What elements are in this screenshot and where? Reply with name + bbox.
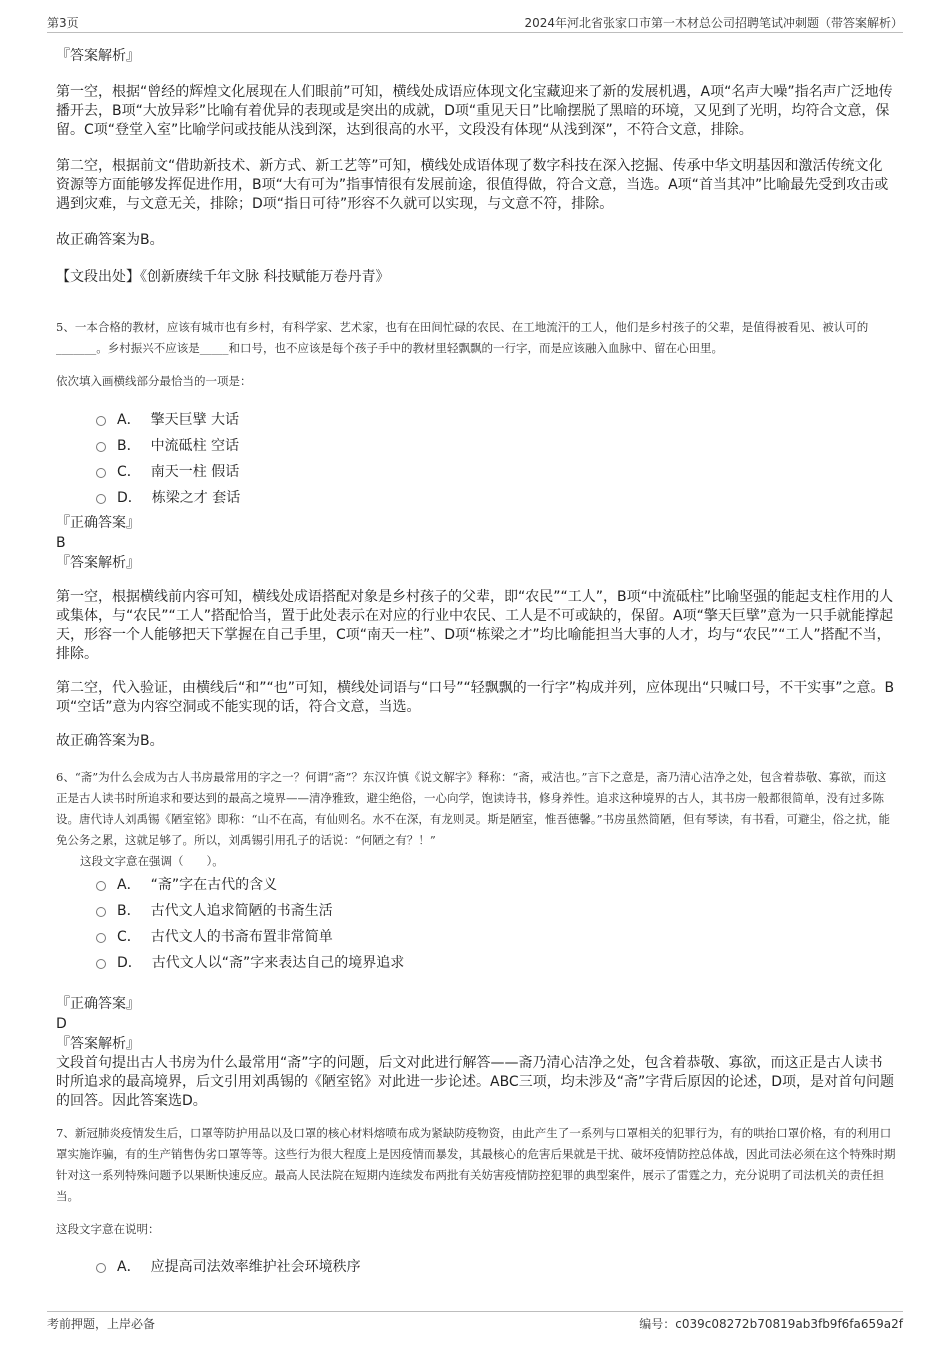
- q6-analysis: 文段首句提出古人书房为什么最常用“斋”字的问题，后文对此进行解答——斋乃清心洁净之处，包含着恭敬、寡欲，而这正是古人读书时所追求的最高境界，后文引用刘禹锡的《陋室铭》对此进一步论述。ABC三项，均未涉及“斋”字背后原因的论述，D项，是对首句问题的回答。因此答案选D。: [56, 1055, 894, 1109]
- q4-analysis-p2: 第二空，根据前文“借助新技术、新方式、新工艺等”可知，横线处成语体现了数字科技在深入挖掘、传承中华文明基因和激活传统文化资源等方面能够发挥促进作用，B项“大有可为”指事情很有发展前途，很值得做，符合文意，当选。A项“首当其冲”比喻最先受到攻击或遇到灾难，与文意无关，排除；D项“指日可待”形容不久就可以实现，与文意不符，排除。: [56, 158, 889, 212]
- footer-doc-id: 编号：c039c08272b70819ab3fb9f6fa659a2f: [639, 1317, 903, 1331]
- q4-analysis-p1: 第一空，根据“曾经的辉煌文化展现在人们眼前”可知，横线处成语应体现文化宝藏迎来了新的发展机遇，A项“名声大噪”指名声广泛地传播开去，B项“大放异彩”比喻有着优异的表现或是突出的成就，D项“重见天日”比喻摆脱了黑暗的环境，又见到了光明，均符合文意，保留。C项“登堂入室”比喻学问或技能从浅到深，达到很高的水平，文段没有体现“从浅到深”，不符合文意，排除。: [56, 84, 893, 138]
- q7-stem: 7、新冠肺炎疫情发生后，口罩等防护用品以及口罩的核心材料熔喷布成为紧缺防疫物资，由此产生了一系列与口罩相关的犯罪行为，有的哄抬口罩价格，有的利用口罩实施诈骗，有的生产销售伪劣口罩等等。这些行为很大程度上是因疫情而暴发，其最核心的危害后果就是干扰、破坏疫情防控总体战，因此司法必须在这个特殊时期针对这一系列特殊问题予以果断快速反应。最高人民法院在短期内连续发布两批有关妨害疫情防控犯罪的典型案件，展示了雷霆之力，充分说明了司法机关的责任担当。: [56, 1126, 896, 1203]
- q5-options: [56, 407, 896, 511]
- q6-analysis-label: 『答案解析』: [56, 1036, 140, 1052]
- q6-answer: D: [56, 1016, 67, 1032]
- radio-icon[interactable]: [96, 442, 106, 452]
- radio-icon[interactable]: [96, 933, 106, 943]
- radio-icon[interactable]: [96, 881, 106, 891]
- q5-option-a[interactable]: A． 擎天巨擘 大话: [56, 407, 896, 433]
- radio-icon[interactable]: [96, 494, 106, 504]
- q5-analysis-label: 『答案解析』: [56, 555, 140, 571]
- q5-stem: 5、一本合格的教材，应该有城市也有乡村，有科学家、艺术家，也有在田间忙碌的农民、在工地流汗的工人，他们是乡村孩子的父辈，是值得被看见、被认可的_______。乡村振兴不应该是_____和口号，也不应该是每个孩子手中的教材里轻飘飘的一行字，而是应该融入血脉中、留在心田里。: [56, 320, 869, 355]
- q5-option-c[interactable]: C． 南天一柱 假话: [56, 459, 896, 485]
- radio-icon[interactable]: [96, 959, 106, 969]
- q5-prompt: 依次填入画横线部分最恰当的一项是：: [56, 374, 252, 388]
- q6-options: [56, 872, 896, 976]
- q5-option-b[interactable]: B． 中流砥柱 空话: [56, 433, 896, 459]
- page-content: [56, 44, 896, 1280]
- footer-slogan: 考前押题，上岸必备: [47, 1317, 156, 1331]
- q6-option-b[interactable]: B． 古代文人追求简陋的书斋生活: [56, 898, 896, 924]
- q5-analysis-p2: 第二空，代入验证，由横线后“和”“也”可知，横线处词语与“口号”“轻飘飘的一行字”构成并列，应体现出“只喊口号，不干实事”之意。B项“空话”意为内容空洞或不能实现的话，符合文意，当选。: [56, 680, 895, 715]
- q4-conclusion: 故正确答案为B。: [56, 232, 164, 248]
- q5-option-d[interactable]: D． 栋梁之才 套话: [56, 485, 896, 511]
- q6-prompt: 这段文字意在强调（ ）。: [80, 854, 224, 868]
- q7-options: [56, 1254, 896, 1280]
- page-footer: [47, 1311, 903, 1334]
- q5-conclusion: 故正确答案为B。: [56, 733, 164, 749]
- q4-analysis-label: 『答案解析』: [56, 48, 140, 64]
- radio-icon[interactable]: [96, 907, 106, 917]
- q5-answer-label: 『正确答案』: [56, 515, 140, 531]
- q6-stem: 6、“斋”为什么会成为古人书房最常用的字之一？何谓“斋”？东汉许慎《说文解字》释称：“斋，戒洁也。”言下之意是，斋乃清心洁净之处，包含着恭敬、寡欲，而这正是古人读书时所追求和要达到的最高之境界——清净雅致，避尘绝俗，一心向学，饱读诗书，修身养性。追求这种境界的古人，其书房一般都很简单，没有过多陈设。唐代诗人刘禹锡《陋室铭》即称：“山不在高，有仙则名。水不在深，有龙则灵。斯是陋室，惟吾德馨。”书房虽然简陋，但有琴读，有书看，可避尘，俗之扰，能免公务之累，这就足够了。所以，刘禹锡引用孔子的话说：“何陋之有？！”: [56, 770, 890, 847]
- q6-option-d[interactable]: D． 古代文人以“斋”字来表达自己的境界追求: [56, 950, 896, 976]
- radio-icon[interactable]: [96, 416, 106, 426]
- q5-analysis-p1: 第一空，根据横线前内容可知，横线处成语搭配对象是乡村孩子的父辈，即“农民”“工人”，B项“中流砥柱”比喻坚强的能起支柱作用的人或集体，与“农民”“工人”搭配恰当，置于此处表示在对应的行业中农民、工人是不可或缺的，保留。A项“擎天巨擘”意为一只手就能撑起天，形容一个人能够把天下掌握在自己手里，C项“南天一柱”、D项“栋梁之才”均比喻能担当大事的人才，均与“农民”“工人”搭配不当，排除。: [56, 589, 894, 662]
- q6-option-c[interactable]: C． 古代文人的书斋布置非常简单: [56, 924, 896, 950]
- q6-answer-label: 『正确答案』: [56, 996, 140, 1012]
- page-header: [47, 14, 903, 33]
- q5-answer: B: [56, 535, 66, 551]
- radio-icon[interactable]: [96, 468, 106, 478]
- q4-source: 【文段出处】《创新赓续千年文脉 科技赋能万卷丹青》: [56, 269, 390, 285]
- q7-option-a[interactable]: A． 应提高司法效率维护社会环境秩序: [56, 1254, 896, 1280]
- document-title: 2024年河北省张家口市第一木材总公司招聘笔试冲刺题（带答案解析）: [524, 16, 903, 30]
- q7-prompt: 这段文字意在说明：: [56, 1222, 160, 1236]
- q6-option-a[interactable]: A． “斋”字在古代的含义: [56, 872, 896, 898]
- page-number: 第3页: [47, 16, 79, 30]
- radio-icon[interactable]: [96, 1263, 106, 1273]
